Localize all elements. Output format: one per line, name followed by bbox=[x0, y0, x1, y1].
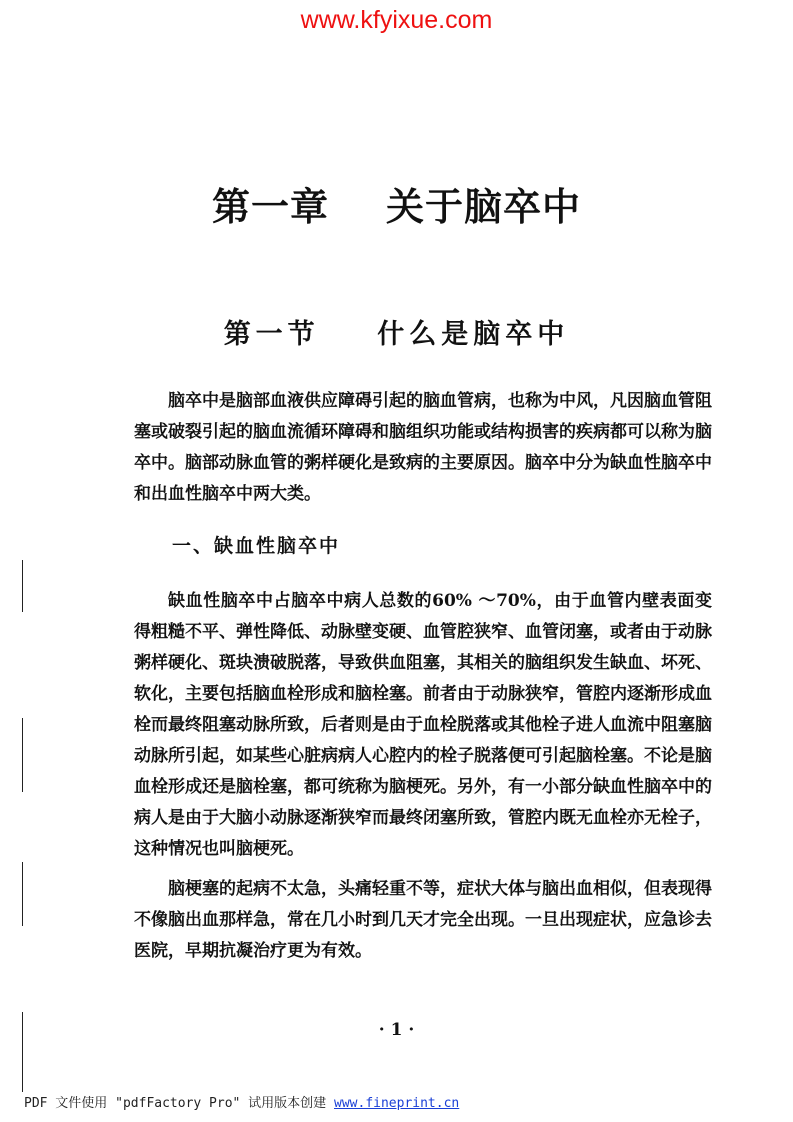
site-url-link[interactable]: www.kfyixue.com bbox=[300, 6, 493, 34]
page-number: · 1 · bbox=[378, 1020, 415, 1040]
body-paragraph: 脑梗塞的起病不太急，头痛轻重不等，症状大体与脑出血相似，但表现得不像脑出血那样急，常在几小时到几天才完全出现。一旦出现症状，应急诊去医院，早期抗凝治疗更为有效。 bbox=[134, 879, 712, 961]
pdf-footer bbox=[24, 1092, 459, 1111]
margin-line bbox=[22, 862, 23, 926]
subsection-heading: 一、缺血性脑卒中 bbox=[172, 535, 341, 557]
intro-paragraph: 脑卒中是脑部血液供应障碍引起的脑血管病，也称为中风，凡因脑血管阻塞或破裂引起的脑血流循环障碍和脑组织功能或结构损害的疾病都可以称为脑卒中。脑部动脉血管的粥样硬化是致病的主要原因。脑卒中分为缺血性脑卒中和出血性脑卒中两大类。 bbox=[134, 391, 712, 504]
margin-line bbox=[22, 1012, 23, 1092]
body-paragraph: 缺血性脑卒中占脑卒中病人总数的60% ～70%，由于血管内壁表面变得粗糙不平、弹性降低、动脉壁变硬、血管腔狭窄、血管闭塞，或者由于动脉粥样硬化、斑块溃破脱落，导致供血阻塞，其相关的脑组织发生缺血、坏死、软化，主要包括脑血栓形成和脑栓塞。前者由于动脉狭窄，管腔内逐渐形成血栓而最终阻塞动脉所致，后者则是由于血栓脱落或其他栓子进人血流中阻塞脑动脉所引起，如某些心脏病病人心腔内的栓子脱落便可引起脑栓塞。不论是脑血栓形成还是脑栓塞，都可统称为脑梗死。另外，有一小部分缺血性脑卒中的病人是由于大脑小动脉逐渐狭窄而最终闭塞所致，管腔内既无血栓亦无栓子，这种情况也叫脑梗死。 bbox=[134, 591, 712, 859]
footer-text: PDF 文件使用 "pdfFactory Pro" 试用版本创建 bbox=[24, 1096, 335, 1111]
footer-link[interactable]: www.fineprint.cn bbox=[334, 1096, 460, 1111]
margin-line bbox=[22, 560, 23, 612]
section-title: 第一节 什么是脑卒中 bbox=[223, 319, 570, 350]
chapter-title: 第一章 关于脑卒中 bbox=[212, 185, 581, 229]
margin-line bbox=[22, 718, 23, 792]
